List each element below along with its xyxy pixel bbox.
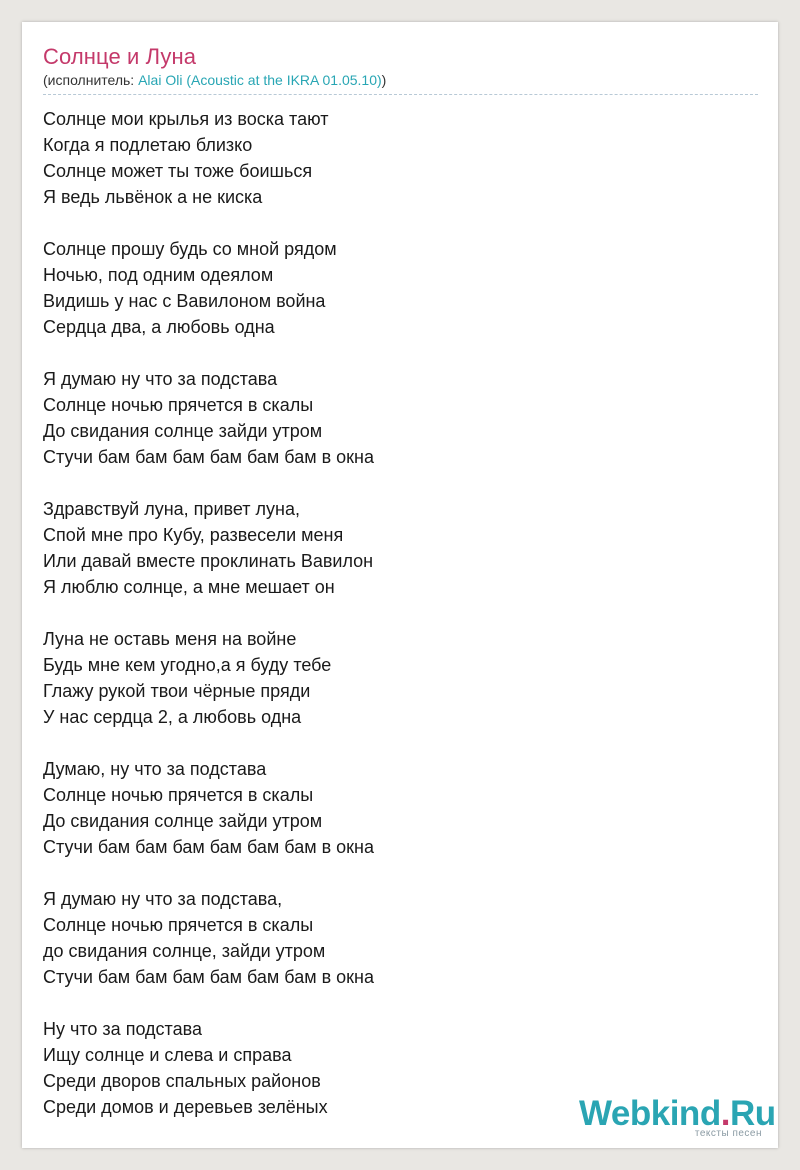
lyric-line: до свидания солнце, зайди утром bbox=[43, 941, 326, 961]
song-subtitle bbox=[43, 72, 386, 88]
lyric-line: Ну что за подстава bbox=[43, 1019, 202, 1039]
stanza bbox=[43, 756, 743, 860]
lyric-line: Видишь у нас с Вавилоном война bbox=[43, 291, 326, 311]
stanza bbox=[43, 366, 743, 470]
lyric-line: Стучи бам бам бам бам бам бам в окна bbox=[43, 447, 374, 467]
performer-label: (исполнитель: bbox=[43, 72, 139, 88]
logo-tagline: тексты песен bbox=[694, 1128, 762, 1139]
lyric-line: Сердца два, а любовь одна bbox=[43, 317, 275, 337]
lyric-line: Ищу солнце и слева и справа bbox=[43, 1045, 292, 1065]
webkind-logo[interactable] bbox=[579, 1094, 774, 1142]
lyric-line: Я думаю ну что за подстава, bbox=[43, 889, 283, 909]
lyric-line: Луна не оставь меня на войне bbox=[43, 629, 297, 649]
lyric-line: Ночью, под одним одеялом bbox=[43, 265, 274, 285]
lyric-line: Глажу рукой твои чёрные пряди bbox=[43, 681, 311, 701]
logo-dot: . bbox=[720, 1094, 730, 1133]
lyric-line: Солнце ночью прячется в скалы bbox=[43, 395, 314, 415]
lyric-line: До свидания солнце зайди утром bbox=[43, 811, 323, 831]
lyric-line: Стучи бам бам бам бам бам бам в окна bbox=[43, 837, 374, 857]
lyric-line: Или давай вместе проклинать Вавилон bbox=[43, 551, 374, 571]
stanza bbox=[43, 106, 743, 210]
lyric-line: Думаю, ну что за подстава bbox=[43, 759, 267, 779]
lyric-line: Солнце ночью прячется в скалы bbox=[43, 785, 314, 805]
subtitle-close: ) bbox=[381, 72, 387, 88]
lyric-line: Когда я подлетаю близко bbox=[43, 135, 253, 155]
lyric-line: Среди дворов спальных районов bbox=[43, 1071, 321, 1091]
logo-name: Webkind bbox=[579, 1094, 721, 1133]
lyric-line: Я люблю солнце, а мне мешает он bbox=[43, 577, 335, 597]
lyric-line: Будь мне кем угодно,а я буду тебе bbox=[43, 655, 332, 675]
lyric-line: Стучи бам бам бам бам бам бам в окна bbox=[43, 967, 374, 987]
lyric-line: До свидания солнце зайди утром bbox=[43, 421, 323, 441]
lyric-line: Солнце мои крылья из воска тают bbox=[43, 109, 329, 129]
stanza bbox=[43, 886, 743, 990]
lyric-line: Спой мне про Кубу, развесели меня bbox=[43, 525, 344, 545]
lyric-line: Я думаю ну что за подстава bbox=[43, 369, 278, 389]
lyric-line: Я ведь львёнок а не киска bbox=[43, 187, 263, 207]
dashed-divider bbox=[43, 94, 758, 95]
lyric-line: Солнце ночью прячется в скалы bbox=[43, 915, 314, 935]
lyric-line: Солнце может ты тоже боишься bbox=[43, 161, 313, 181]
stanza bbox=[43, 496, 743, 600]
lyric-line: У нас сердца 2, а любовь одна bbox=[43, 707, 302, 727]
stanza bbox=[43, 626, 743, 730]
lyric-line: Среди домов и деревьев зелёных bbox=[43, 1097, 328, 1117]
song-title: Солнце и Луна bbox=[43, 44, 197, 69]
logo-tld: Ru bbox=[729, 1094, 776, 1133]
lyrics-card bbox=[22, 22, 778, 1148]
artist-link[interactable]: Alai Oli (Acoustic at the IKRA 01.05.10) bbox=[138, 72, 382, 88]
lyric-line: Солнце прошу будь со мной рядом bbox=[43, 239, 337, 259]
lyrics-body bbox=[43, 106, 743, 1146]
lyric-line: Здравствуй луна, привет луна, bbox=[43, 499, 300, 519]
stanza bbox=[43, 236, 743, 340]
